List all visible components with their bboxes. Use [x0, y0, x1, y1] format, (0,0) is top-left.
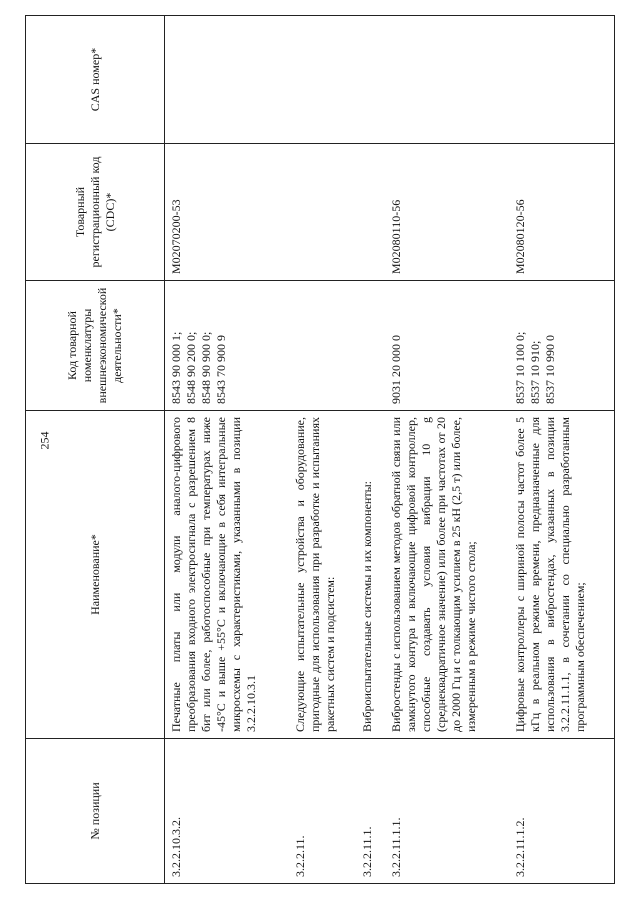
- name-cell: Виброиспытательные системы и их компоненты:: [356, 411, 385, 739]
- cdc-code: M02070200-53: [169, 199, 183, 274]
- cas-cell: [356, 16, 385, 144]
- tn-ved-cell: [509, 281, 615, 411]
- table-row: [509, 16, 615, 884]
- name-cell: Следующие испытательные устройства и оборудование, пригодные для использования при разработке и испытаниях ракетных систем и подсистем:: [289, 411, 356, 739]
- cdc-cell: [356, 144, 385, 281]
- cas-cell: [165, 16, 290, 144]
- export-control-table: [25, 15, 615, 884]
- name-cell: Вибростенды с использованием методов обратной связи или замкнутого контура и включающие цифровой контроллер, способные создавать условия вибрации 10 g (среднеквадратичное значение) или более при частотах от 20 до 2000 Гц и с толкающим усилием в 25 кН (2,5 т) или более, измеренным в режиме чистого стола;: [385, 411, 509, 739]
- tn-ved-code: 8548 90 200 0;: [184, 331, 198, 404]
- cdc-cell: [165, 144, 290, 281]
- tn-ved-cell: [165, 281, 290, 411]
- name-cell: Печатные платы или модули аналого-цифрового преобразования входного электросигнала с разрешением 8 бит или более, работоспособные при температурах ниже -45°С и выше +55°С и включающие в себя интегральные микросхемы с характеристиками, указанными в позиции 3.2.2.10.3.1: [165, 411, 290, 739]
- table-row: [356, 16, 385, 884]
- header-name: Наименование*: [26, 411, 165, 739]
- cdc-cell: [509, 144, 615, 281]
- table-row: [385, 16, 509, 884]
- tn-ved-code: 8537 10 910;: [527, 340, 542, 404]
- tn-ved-code: 8543 90 000 1;: [169, 331, 183, 404]
- tn-ved-code: 9031 20 000 0: [389, 335, 404, 404]
- tn-ved-cell: [289, 281, 356, 411]
- tn-ved-code: 8537 10 100 0;: [512, 331, 527, 404]
- table-row: [289, 16, 356, 884]
- name-cell: Цифровые контроллеры с шириной полосы частот более 5 кГц в реальном режиме времени, предназначенные для использования в вибростендах, указанных в позиции 3.2.2.11.1.1, в сочетании со специально разработанным программным обеспечением;: [509, 411, 615, 739]
- rotated-page: [25, 16, 615, 884]
- header-cas: CAS номер*: [26, 16, 165, 144]
- table-row: [165, 16, 290, 884]
- header-position: № позиции: [26, 739, 165, 884]
- tn-ved-code: 8537 10 990 0: [542, 335, 557, 404]
- cdc-cell: [385, 144, 509, 281]
- cdc-cell: [289, 144, 356, 281]
- position-cell: 3.2.2.11.1.: [356, 739, 385, 884]
- cdc-code: M02080110-56: [389, 199, 404, 274]
- position-cell: 3.2.2.11.1.2.: [509, 739, 615, 884]
- cas-cell: [289, 16, 356, 144]
- tn-ved-cell: [385, 281, 509, 411]
- table-header-row: [26, 16, 165, 884]
- page-number: 254: [37, 431, 52, 450]
- tn-ved-cell: [356, 281, 385, 411]
- position-cell: 3.2.2.11.1.1.: [385, 739, 509, 884]
- position-cell: 3.2.2.10.3.2.: [165, 739, 290, 884]
- cas-cell: [509, 16, 615, 144]
- header-tn-ved: Код товарной номенклатуры внешнеэкономической деятельности*: [26, 281, 165, 411]
- tn-ved-code: 8543 70 900 9: [214, 335, 228, 404]
- tn-ved-code: 8548 90 900 0;: [199, 331, 213, 404]
- cdc-code: M02080120-56: [512, 199, 527, 274]
- header-cdc: Товарный регистрационный код (CDC)*: [26, 144, 165, 281]
- position-cell: 3.2.2.11.: [289, 739, 356, 884]
- cas-cell: [385, 16, 509, 144]
